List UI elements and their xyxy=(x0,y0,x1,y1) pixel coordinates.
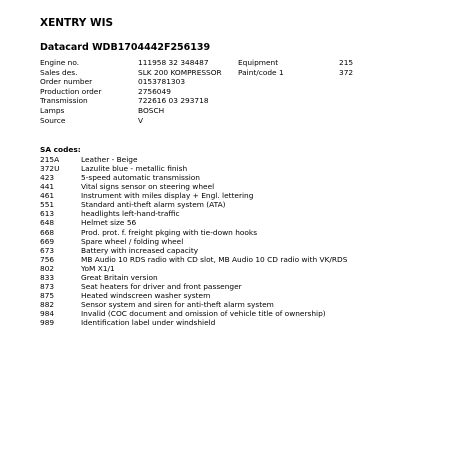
sa-code-description: Heated windscreen washer system xyxy=(81,290,211,300)
info-row-engine xyxy=(40,58,460,68)
info-label-secondary: Paint/code 1 xyxy=(238,67,284,77)
sa-code-description: Seat heaters for driver and front passenger xyxy=(81,281,242,291)
info-label: Source xyxy=(40,115,66,125)
sa-code-row xyxy=(40,173,460,182)
sa-code: 551 xyxy=(40,200,55,210)
info-label-secondary: Equipment xyxy=(238,58,279,67)
sa-code-row xyxy=(40,218,460,227)
sa-code-description: Lazulite blue - metallic finish xyxy=(81,164,188,174)
sa-code-description: MB Audio 10 RDS radio with CD slot, MB Audio 10 CD radio with VK/RDS xyxy=(81,254,348,264)
sa-code: 441 xyxy=(40,182,55,192)
sa-code-row xyxy=(40,300,460,309)
sa-code: 461 xyxy=(40,191,55,201)
sa-code-row xyxy=(40,309,460,318)
vehicle-info-table xyxy=(40,58,460,125)
info-value: 0153781303 xyxy=(138,77,186,87)
info-row-production-order xyxy=(40,87,460,97)
sa-codes-heading: SA codes: xyxy=(40,145,81,155)
info-label: Transmission xyxy=(40,96,88,106)
info-value: 111958 32 348487 xyxy=(138,58,209,67)
sa-code: 989 xyxy=(40,318,55,327)
sa-code-row xyxy=(40,182,460,191)
datacard-page xyxy=(40,16,460,327)
sa-code-row xyxy=(40,273,460,282)
info-row-lamps xyxy=(40,106,460,116)
sa-code-description: Sensor system and siren for anti-theft alarm system xyxy=(81,299,274,309)
sa-code: 833 xyxy=(40,272,55,282)
sa-code-description: Identification label under windshield xyxy=(81,318,216,327)
sa-code: 756 xyxy=(40,254,55,264)
info-row-order-number xyxy=(40,77,460,87)
sa-code: 423 xyxy=(40,173,55,183)
sa-code-description: Helmet size 56 xyxy=(81,218,137,228)
info-label: Production order xyxy=(40,86,102,96)
sa-code-description: Vital signs sensor on steering wheel xyxy=(81,182,215,192)
info-value: SLK 200 KOMPRESSOR xyxy=(138,67,222,77)
sa-code-description: Leather - Beige xyxy=(81,155,138,165)
sa-code: 668 xyxy=(40,227,55,237)
sa-code-row xyxy=(40,246,460,255)
sa-code: 802 xyxy=(40,263,55,273)
sa-code-description: YoM X1/1 xyxy=(81,263,115,273)
info-value-secondary: 372 xyxy=(339,67,354,77)
info-row-transmission xyxy=(40,96,460,106)
sa-codes-list xyxy=(40,155,460,327)
sa-code: 875 xyxy=(40,290,55,300)
sa-code-description: headlights left-hand-traffic xyxy=(81,209,180,219)
info-label: Engine no. xyxy=(40,58,80,67)
sa-code: 669 xyxy=(40,236,55,246)
sa-code: 613 xyxy=(40,209,55,219)
sa-code-description: Battery with increased capacity xyxy=(81,245,199,255)
info-value: 722616 03 293718 xyxy=(138,96,209,106)
info-row-source xyxy=(40,116,460,126)
app-title: XENTRY WIS xyxy=(40,17,114,29)
info-label: Sales des. xyxy=(40,67,78,77)
sa-code: 984 xyxy=(40,308,55,318)
sa-code-description: Standard anti-theft alarm system (ATA) xyxy=(81,200,226,210)
sa-code: 215A xyxy=(40,155,60,165)
sa-code-row xyxy=(40,164,460,173)
sa-code: 873 xyxy=(40,281,55,291)
sa-code-row xyxy=(40,228,460,237)
sa-code-row xyxy=(40,282,460,291)
info-value: V xyxy=(138,115,144,125)
sa-code-row xyxy=(40,318,460,327)
sa-code-description: 5-speed automatic transmission xyxy=(81,173,200,183)
sa-code-description: Prod. prot. f. freight pkging with tie-down hooks xyxy=(81,227,258,237)
sa-code-row xyxy=(40,255,460,264)
sa-code: 372U xyxy=(40,164,60,174)
sa-code-row xyxy=(40,155,460,164)
sa-code-description: Invalid (COC document and omission of vehicle title of ownership) xyxy=(81,308,326,318)
sa-code-description: Spare wheel / folding wheel xyxy=(81,236,184,246)
sa-code: 648 xyxy=(40,218,55,228)
info-value-secondary: 215 xyxy=(339,58,354,67)
sa-code: 882 xyxy=(40,299,55,309)
sa-code: 673 xyxy=(40,245,55,255)
sa-code-row xyxy=(40,237,460,246)
sa-code-description: Great Britain version xyxy=(81,272,158,282)
datacard-title: Datacard WDB1704442F256139 xyxy=(40,42,211,53)
sa-code-row xyxy=(40,264,460,273)
sa-code-row xyxy=(40,209,460,218)
info-label: Lamps xyxy=(40,105,65,115)
info-value: BOSCH xyxy=(138,105,165,115)
sa-code-row xyxy=(40,191,460,200)
info-value: 2756049 xyxy=(138,86,171,96)
info-label: Order number xyxy=(40,77,93,87)
sa-code-description: Instrument with miles display + Engl. lettering xyxy=(81,191,254,201)
info-row-sales-des xyxy=(40,68,460,78)
sa-code-row xyxy=(40,200,460,209)
sa-code-row xyxy=(40,291,460,300)
